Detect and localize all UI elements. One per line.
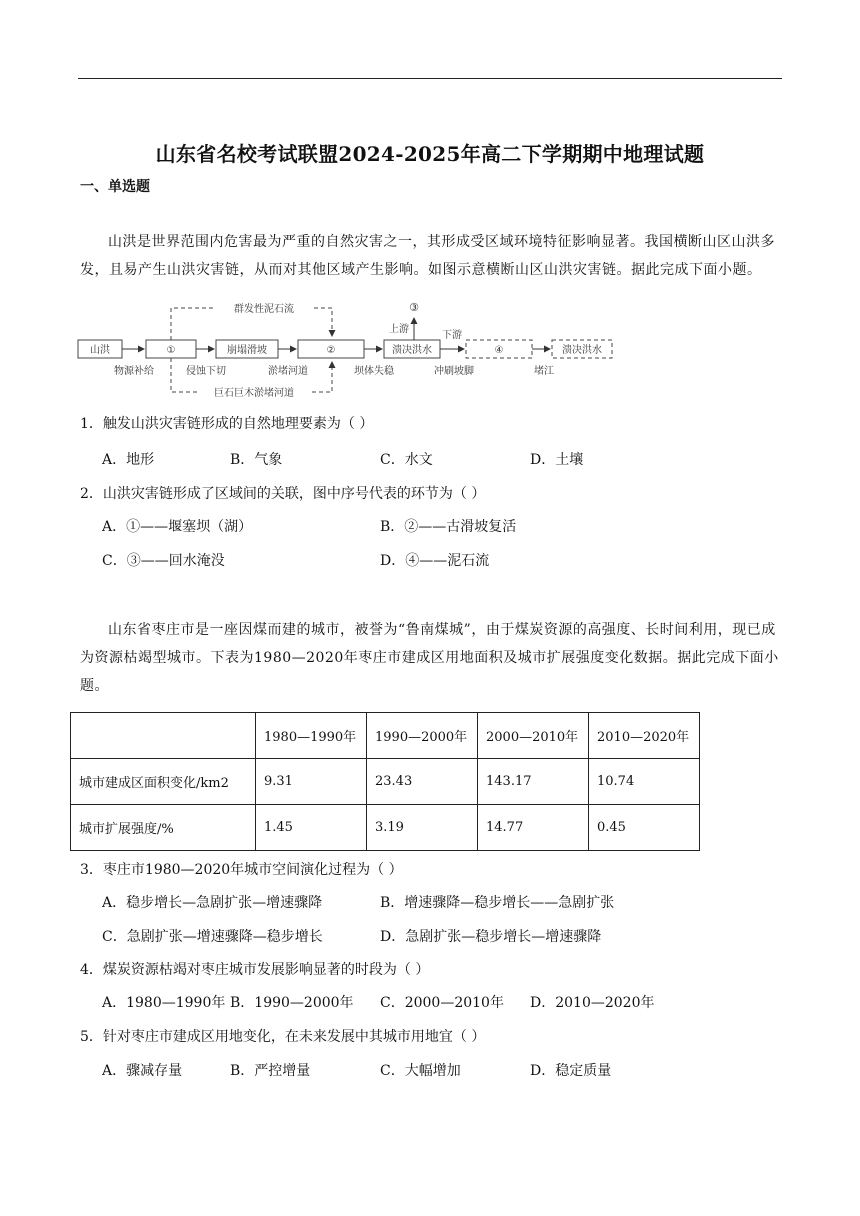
q1-option-a[interactable]: A．地形 bbox=[102, 452, 155, 468]
table-cell: 0.45 bbox=[589, 805, 700, 851]
q2-option-c[interactable]: C．③——回水淹没 bbox=[102, 553, 225, 569]
q2-option-a[interactable]: A．①——堰塞坝（湖） bbox=[102, 519, 253, 535]
table-header-cell: 1990—2000年 bbox=[367, 713, 478, 759]
node-shanhong: 山洪 bbox=[90, 345, 110, 356]
q5-option-a[interactable]: A．骤减存量 bbox=[102, 1063, 183, 1079]
table-cell: 城市建成区面积变化/km2 bbox=[71, 759, 256, 805]
table-row bbox=[71, 805, 700, 851]
label-below-5: 冲刷坡脚 bbox=[434, 366, 474, 377]
table-cell: 9.31 bbox=[256, 759, 367, 805]
label-below-6: 堵江 bbox=[534, 366, 554, 377]
q1-option-b[interactable]: B．气象 bbox=[230, 452, 283, 468]
question-5-stem: 5．针对枣庄市建成区用地变化，在未来发展中其城市用地宜（ ） bbox=[80, 1029, 486, 1045]
q4-option-d[interactable]: D．2010—2020年 bbox=[530, 995, 655, 1011]
table-header-cell: 1980—1990年 bbox=[256, 713, 367, 759]
q3-option-a[interactable]: A．稳步增长—急剧扩张—增速骤降 bbox=[102, 895, 323, 911]
node-outburst-flood: 溃决洪水 bbox=[392, 345, 432, 356]
data-table bbox=[70, 712, 700, 851]
q3-option-d[interactable]: D．急剧扩张—稳步增长—增速骤降 bbox=[380, 929, 602, 945]
question-4-stem: 4．煤炭资源枯竭对枣庄城市发展影响显著的时段为（ ） bbox=[80, 962, 430, 978]
node-outburst-flood-2: 溃决洪水 bbox=[562, 345, 602, 356]
table-cell: 城市扩展强度/% bbox=[71, 805, 256, 851]
question-3-stem: 3．枣庄市1980—2020年城市空间演化过程为（ ） bbox=[80, 862, 403, 878]
node-landslide: 崩塌滑坡 bbox=[227, 345, 267, 356]
label-upstream: 上游 bbox=[389, 324, 409, 335]
table-header-cell: 2010—2020年 bbox=[589, 713, 700, 759]
question-1-stem: 1．触发山洪灾害链形成的自然地理要素为（ ） bbox=[80, 416, 374, 432]
q2-option-b[interactable]: B．②——古滑坡复活 bbox=[380, 519, 517, 535]
page-title: 山东省名校考试联盟2024-2025年高二下学期期中地理试题 bbox=[155, 142, 705, 166]
label-below-2: 侵蚀下切 bbox=[186, 366, 226, 377]
table-cell: 1.45 bbox=[256, 805, 367, 851]
q5-option-d[interactable]: D．稳定质量 bbox=[530, 1063, 612, 1079]
node-3: ③ bbox=[409, 301, 419, 314]
table-cell: 10.74 bbox=[589, 759, 700, 805]
q4-option-b[interactable]: B．1990—2000年 bbox=[230, 995, 354, 1011]
header-rule bbox=[78, 78, 782, 79]
q1-option-c[interactable]: C．水文 bbox=[380, 452, 433, 468]
table-cell: 23.43 bbox=[367, 759, 478, 805]
label-below-4: 坝体失稳 bbox=[354, 366, 394, 377]
section-label: 一、单选题 bbox=[80, 179, 150, 195]
table-header-cell: 2000—2010年 bbox=[478, 713, 589, 759]
table-header-row bbox=[71, 713, 700, 759]
label-bottom-dashed: 巨石巨木淤堵河道 bbox=[214, 388, 294, 399]
q4-option-c[interactable]: C．2000—2010年 bbox=[380, 995, 504, 1011]
table-cell: 3.19 bbox=[367, 805, 478, 851]
table-cell: 143.17 bbox=[478, 759, 589, 805]
flood-chain-diagram bbox=[74, 296, 619, 406]
q5-option-c[interactable]: C．大幅增加 bbox=[380, 1063, 461, 1079]
node-2: ② bbox=[326, 345, 336, 356]
q4-option-a[interactable]: A．1980—1990年 bbox=[102, 995, 226, 1011]
question-2-stem: 2．山洪灾害链形成了区域间的关联，图中序号代表的环节为（ ） bbox=[80, 486, 486, 502]
table-cell: 14.77 bbox=[478, 805, 589, 851]
table-header-cell bbox=[71, 713, 256, 759]
label-below-1: 物源补给 bbox=[114, 366, 154, 377]
node-1: ① bbox=[166, 345, 176, 356]
q2-option-d[interactable]: D．④——泥石流 bbox=[380, 553, 490, 569]
label-top-dashed: 群发性泥石流 bbox=[234, 304, 294, 315]
q1-option-d[interactable]: D．土壤 bbox=[530, 452, 584, 468]
table-row bbox=[71, 759, 700, 805]
passage-2: 山东省枣庄市是一座因煤而建的城市，被誉为“鲁南煤城”，由于煤炭资源的高强度、长时间利用，现已成为资源枯竭型城市。下表为1980—2020年枣庄市建成区用地面积及城市扩展强度变化数据。据此完成下面小题。 bbox=[80, 622, 779, 694]
node-4: ④ bbox=[494, 345, 504, 356]
label-below-3: 淤堵河道 bbox=[268, 366, 308, 377]
q3-option-c[interactable]: C．急剧扩张—增速骤降—稳步增长 bbox=[102, 929, 323, 945]
passage-1: 山洪是世界范围内危害最为严重的自然灾害之一，其形成受区域环境特征影响显著。我国横断山区山洪多发，且易产生山洪灾害链，从而对其他区域产生影响。如图示意横断山区山洪灾害链。据此完成下面小题。 bbox=[80, 234, 775, 278]
label-downstream: 下游 bbox=[442, 330, 462, 341]
q5-option-b[interactable]: B．严控增量 bbox=[230, 1063, 311, 1079]
q3-option-b[interactable]: B．增速骤降—稳步增长——急剧扩张 bbox=[380, 895, 615, 911]
